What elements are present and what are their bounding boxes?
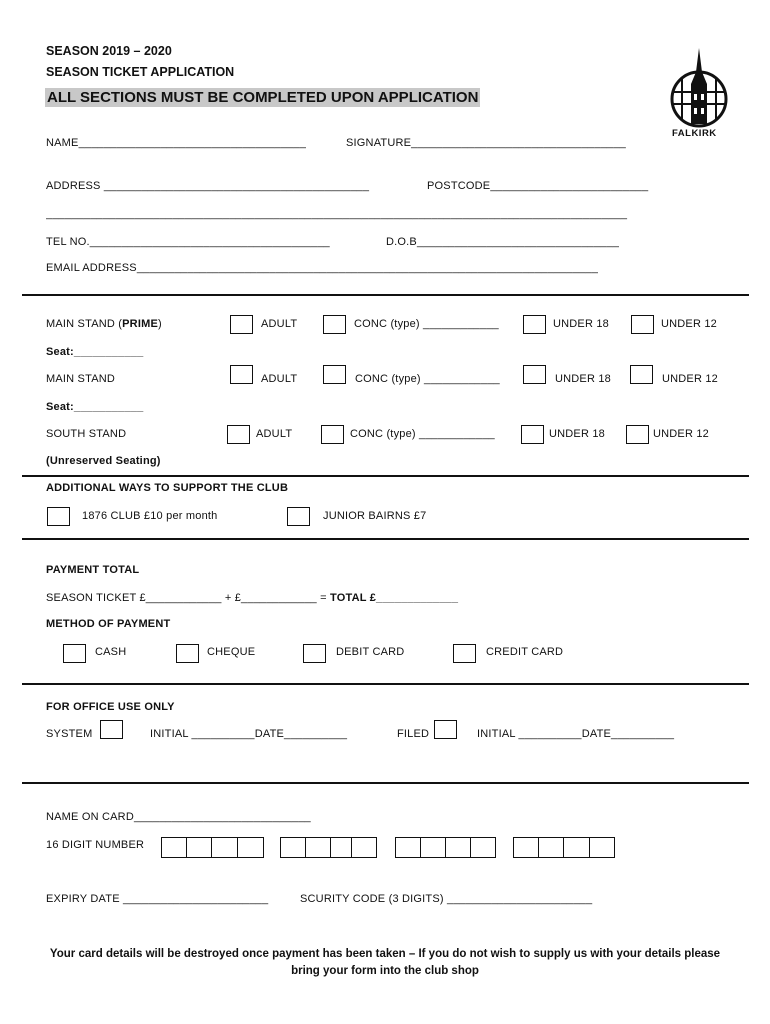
section-divider [22,294,749,296]
system-checkbox[interactable] [100,720,123,739]
prime-adult-label: ADULT [261,318,298,330]
main-under18-label: UNDER 18 [555,373,612,385]
prime-adult-checkbox[interactable] [230,315,253,334]
club1876-checkbox[interactable] [47,507,70,526]
season-ticket-total-field[interactable]: SEASON TICKET £____________ + £____________ = TOTAL £_____________ [46,592,459,604]
credit-card-label: CREDIT CARD [486,646,564,658]
cash-checkbox[interactable] [63,644,86,663]
main-adult-label: ADULT [261,373,298,385]
main-stand-prime-label: MAIN STAND (PRIME) [46,318,162,330]
card-disclaimer: Your card details will be destroyed once payment has been taken – If you do not wish to supply us with your details please bring your form into the club shop [49,948,721,977]
name-on-card-field[interactable]: NAME ON CARD____________________________ [46,811,311,823]
south-adult-checkbox[interactable] [227,425,250,444]
address-field[interactable]: ADDRESS __________________________________________ [46,180,370,192]
south-conc-label[interactable]: CONC (type) ____________ [350,428,495,440]
card-digit-cell[interactable] [513,837,539,858]
logo-text: FALKIRK [672,128,717,139]
signature-field[interactable]: SIGNATURE__________________________________ [346,137,626,149]
card-digit-cell[interactable] [186,837,212,858]
filed-label: FILED [397,728,430,740]
card-digit-cell[interactable] [280,837,306,858]
office-heading: FOR OFFICE USE ONLY [46,701,175,713]
card-digit-cell[interactable] [161,837,187,858]
prime-under18-checkbox[interactable] [523,315,546,334]
expiry-date-field[interactable]: EXPIRY DATE _______________________ [46,893,269,905]
card-digit-cell[interactable] [351,837,377,858]
south-under12-checkbox[interactable] [626,425,649,444]
unreserved-note: (Unreserved Seating) [46,455,161,467]
office-initial-date-2[interactable]: INITIAL __________DATE__________ [477,728,675,740]
main-under12-label: UNDER 12 [662,373,719,385]
main-conc-checkbox[interactable] [323,365,346,384]
filed-checkbox[interactable] [434,720,457,739]
main-under12-checkbox[interactable] [630,365,653,384]
cash-label: CASH [95,646,127,658]
form-title: SEASON TICKET APPLICATION [46,65,235,79]
club1876-label: 1876 CLUB £10 per month [82,510,218,522]
south-adult-label: ADULT [256,428,293,440]
card-digit-cell[interactable] [470,837,496,858]
south-conc-checkbox[interactable] [321,425,344,444]
south-under12-label: UNDER 12 [653,428,710,440]
main-conc-label[interactable]: CONC (type) ____________ [355,373,500,385]
card-digit-cell[interactable] [395,837,421,858]
address-line-2[interactable]: ____________________________________________________________________________________________ [46,208,628,220]
main-stand-label: MAIN STAND [46,373,116,385]
card-digit-cell[interactable] [420,837,446,858]
prime-conc-label[interactable]: CONC (type) ____________ [354,318,499,330]
office-initial-date-1[interactable]: INITIAL __________DATE__________ [150,728,348,740]
method-heading: METHOD OF PAYMENT [46,618,171,630]
system-label: SYSTEM [46,728,93,740]
card-digit-cell[interactable] [237,837,264,858]
digit-number-label: 16 DIGIT NUMBER [46,839,145,851]
main-under18-checkbox[interactable] [523,365,546,384]
credit-card-checkbox[interactable] [453,644,476,663]
cheque-checkbox[interactable] [176,644,199,663]
section-divider [22,538,749,540]
name-field[interactable]: NAME____________________________________ [46,137,307,149]
prime-under18-label: UNDER 18 [553,318,610,330]
card-digit-cell[interactable] [563,837,590,858]
junior-bairns-label: JUNIOR BAIRNS £7 [323,510,427,522]
payment-heading: PAYMENT TOTAL [46,564,140,576]
debit-card-label: DEBIT CARD [336,646,405,658]
south-under18-checkbox[interactable] [521,425,544,444]
section-divider [22,782,749,784]
postcode-field[interactable]: POSTCODE_________________________ [427,180,649,192]
main-adult-checkbox[interactable] [230,365,253,384]
section-divider [22,683,749,685]
email-field[interactable]: EMAIL ADDRESS_________________________________________________________________________ [46,262,599,274]
section-divider [22,475,749,477]
junior-bairns-checkbox[interactable] [287,507,310,526]
prime-conc-checkbox[interactable] [323,315,346,334]
dob-field[interactable]: D.O.B________________________________ [386,236,620,248]
card-digit-cell[interactable] [445,837,471,858]
debit-card-checkbox[interactable] [303,644,326,663]
season-label: SEASON 2019 – 2020 [46,44,172,58]
card-digit-cell[interactable] [211,837,238,858]
card-digit-cell[interactable] [330,837,352,858]
requirement-banner: ALL SECTIONS MUST BE COMPLETED UPON APPLICATION [47,89,479,106]
card-digit-cell[interactable] [305,837,331,858]
card-digit-cell[interactable] [538,837,564,858]
prime-under12-label: UNDER 12 [661,318,718,330]
prime-seat-field[interactable]: Seat:___________ [46,346,144,358]
south-under18-label: UNDER 18 [549,428,606,440]
tel-field[interactable]: TEL NO.______________________________________ [46,236,330,248]
security-code-field[interactable]: SCURITY CODE (3 DIGITS) _______________________ [300,893,593,905]
support-heading: ADDITIONAL WAYS TO SUPPORT THE CLUB [46,482,289,494]
south-stand-label: SOUTH STAND [46,428,127,440]
cheque-label: CHEQUE [207,646,256,658]
main-seat-field[interactable]: Seat:___________ [46,401,144,413]
prime-under12-checkbox[interactable] [631,315,654,334]
card-digit-cell[interactable] [589,837,615,858]
